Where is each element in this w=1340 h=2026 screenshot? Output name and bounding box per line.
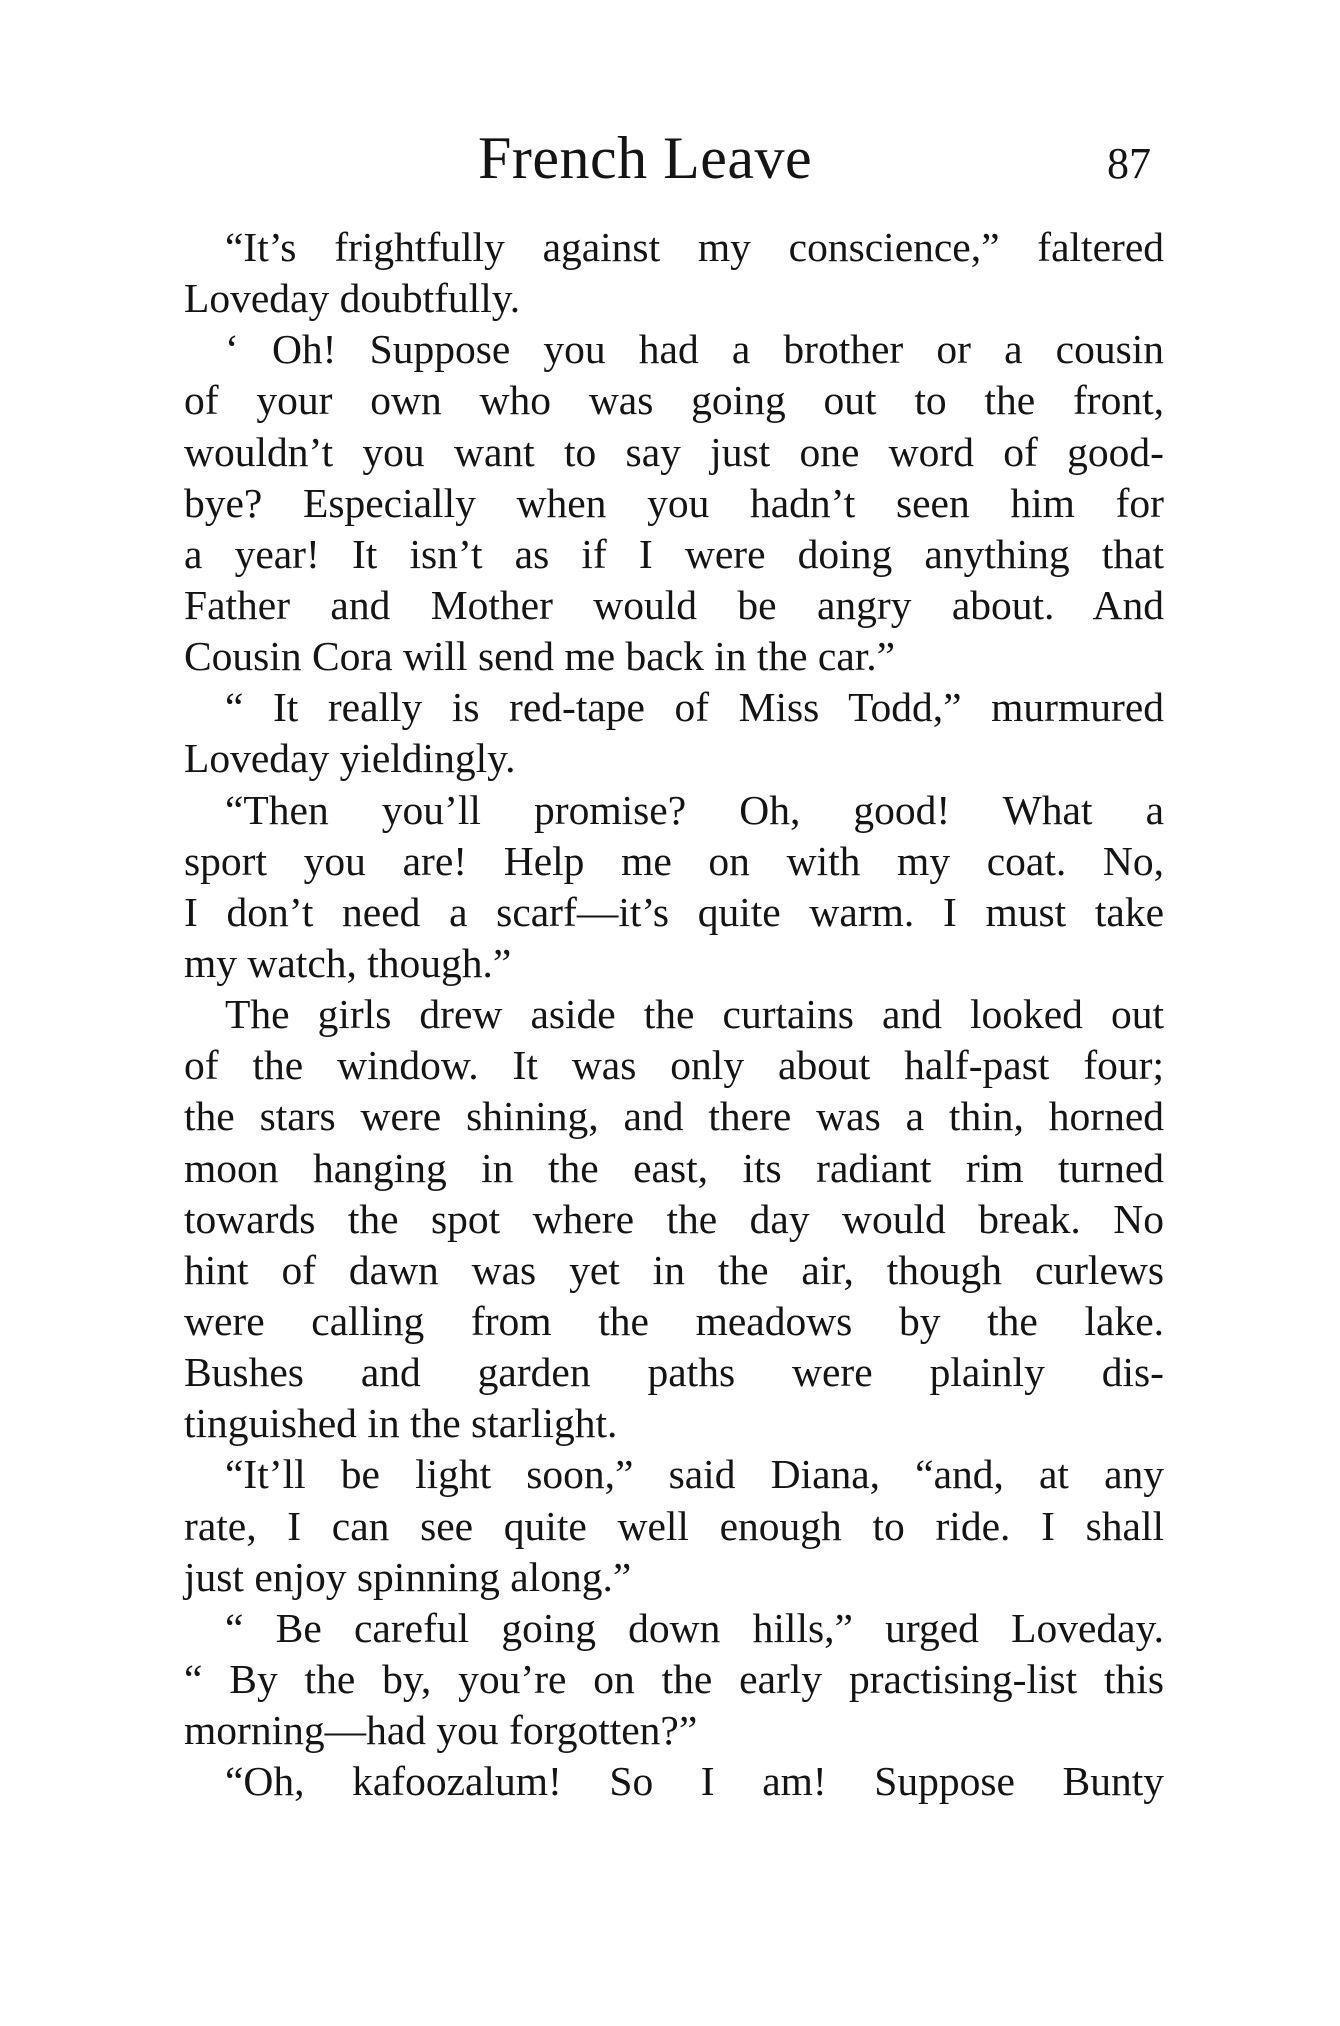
text-line: morning—had you forgotten?” [184,1707,698,1754]
text-line: just enjoy spinning along.” [184,1553,632,1600]
text-line: Cousin Cora will send me back in the car.” [184,633,896,680]
text-line: hint of dawn was yet in the air, though curlews [184,1246,1164,1293]
text-line: “Oh, kafoozalum! So I am! Suppose Bunty [225,1758,1164,1805]
text-line: towards the spot where the day would break. No [184,1195,1164,1242]
text-line: sport you are! Help me on with my coat. No, [184,837,1164,884]
running-title: French Leave [478,125,813,191]
text-line: “It’s frightfully against my conscience,” faltered [225,224,1164,270]
page-header [0,118,1340,198]
text-line: “ By the by, you’re on the early practising-list this [184,1655,1164,1702]
text-line: the stars were shining, and there was a thin, horned [184,1093,1164,1140]
text-line: I don’t need a scarf—it’s quite warm. I must take [184,888,1164,935]
text-line: “ It really is red-tape of Miss Todd,” murmured [225,684,1164,731]
text-line: were calling from the meadows by the lake. [184,1297,1164,1344]
text-line: Loveday doubtfully. [184,275,521,322]
text-line: The girls drew aside the curtains and looked out [225,991,1164,1038]
text-line: Father and Mother would be angry about. And [184,581,1164,628]
text-line: Bushes and garden paths were plainly dis- [184,1349,1164,1396]
text-line: rate, I can see quite well enough to ride. I shall [184,1502,1164,1549]
text-line: “ Be careful going down hills,” urged Loveday. [225,1604,1164,1651]
text-line: tinguished in the starlight. [184,1400,618,1447]
text-line: of your own who was going out to the front, [184,377,1164,424]
page-number: 87 [1107,139,1151,188]
text-line: Loveday yieldingly. [184,735,516,782]
text-line: moon hanging in the east, its radiant rim turned [184,1144,1164,1191]
text-line: a year! It isn’t as if I were doing anything that [184,530,1164,577]
text-line: “It’ll be light soon,” said Diana, “and, at any [225,1451,1164,1498]
text-line: my watch, though.” [184,939,512,986]
text-line: “Then you’ll promise? Oh, good! What a [225,786,1164,833]
body-text [184,222,1164,1807]
text-line: ‘ Oh! Suppose you had a brother or a cousin [225,326,1164,373]
text-line: bye? Especially when you hadn’t seen him for [184,479,1164,526]
text-line: wouldn’t you want to say just one word of good- [184,428,1164,475]
text-line: of the window. It was only about half-past four; [184,1042,1164,1089]
